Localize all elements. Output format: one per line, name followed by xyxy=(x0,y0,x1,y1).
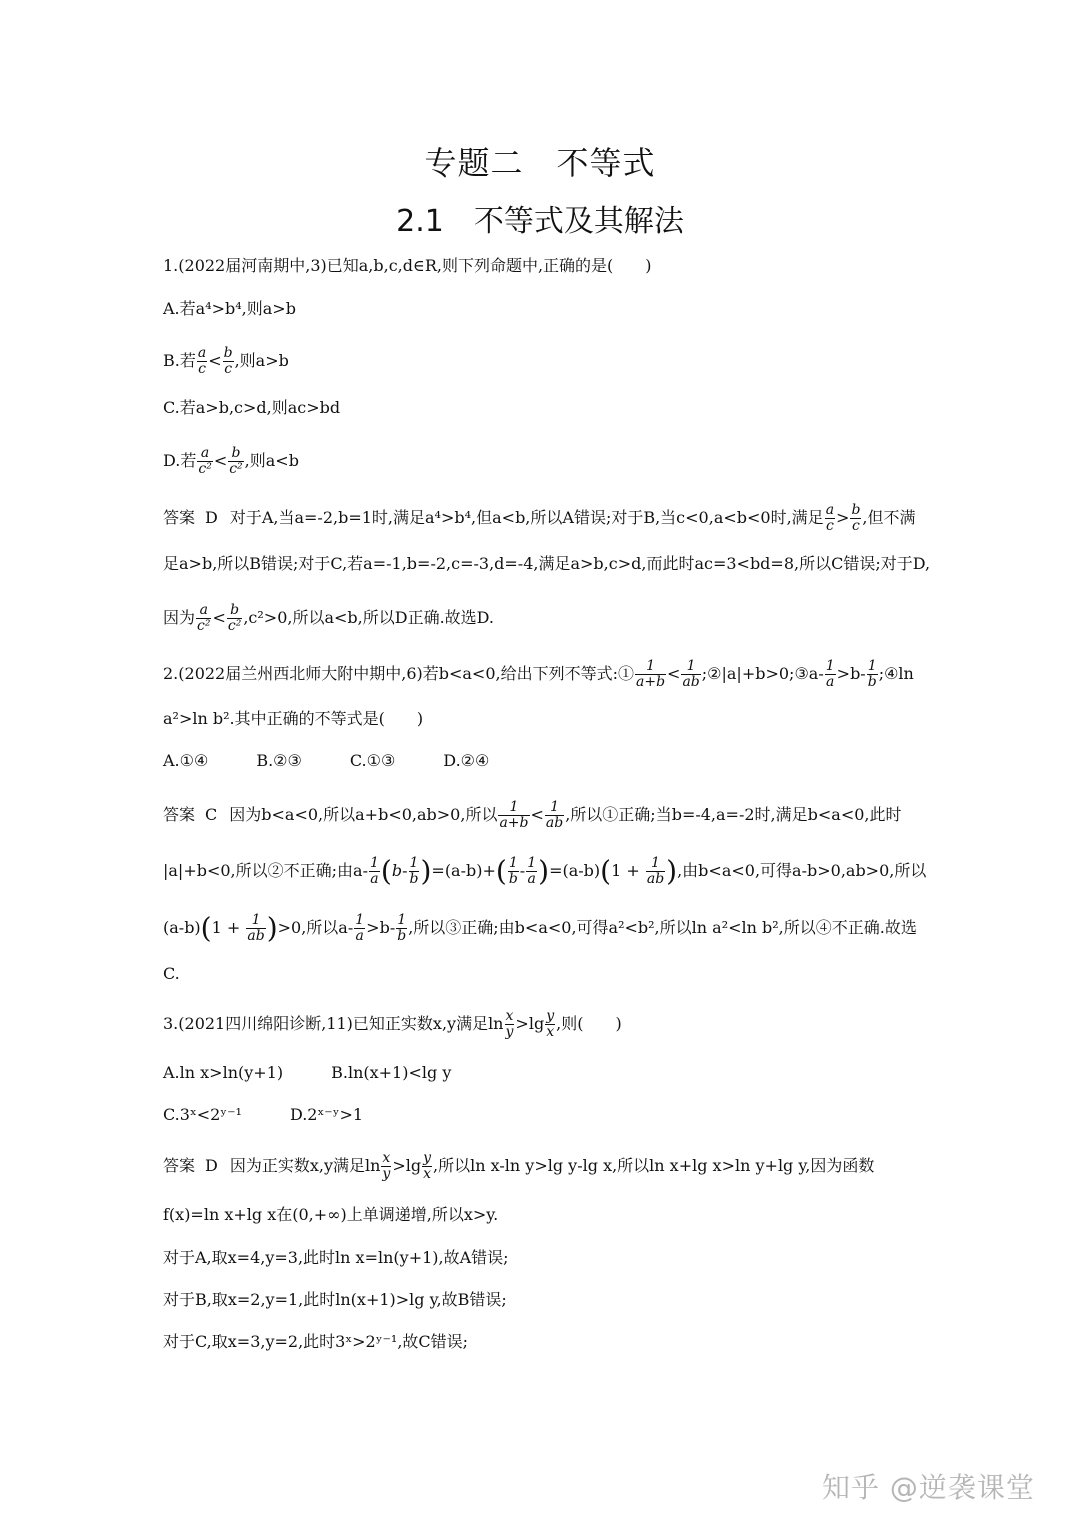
q2-answer-line-1: 答案 C 因为b<a<0,所以a+b<0,ab>0,所以 $\frac{1}{a+b}$ < $\frac{1}{ab}$ ,所以①正确;当b=-4,a=-2时,满足b<a<0,此时 xyxy=(163,799,902,831)
q2-answer-line-3: (a-b)(1 + $\frac{1}{ab}$ )>0,所以a- $\frac{1}{a}$ >b- $\frac{1}{b}$ ,所以③正确;由b<a<0,可得a²<b²,所以ln a²<ln b²,所以④不正确.故选 xyxy=(163,911,917,945)
q3-options-cd: C.3ˣ<2ʸ⁻¹ D.2ˣ⁻ʸ>1 xyxy=(163,1105,364,1124)
q1-answer-line-3: 因为 $\frac{a}{\text{c²}}$ < $\frac{b}{\text{c²}}$ ,c²>0,所以a<b,所以D正确.故选D. xyxy=(163,602,494,634)
answer-letter: D xyxy=(205,508,218,527)
q1-stem: 1.(2022届河南期中,3)已知a,b,c,d∈R,则下列命题中,正确的是( ) xyxy=(163,256,652,275)
q2-answer-line-2: |a|+b<0,所以②不正确;由a- $\frac{1}{a}$ (b- $\frac{1}{b}$ )=(a-b)+( $\frac{1}{b}$ - $\frac{1}{a}$ )=(a-b)(1 + $\frac{1}{ab}$ ),由b<a<0,可得a-b>0,ab>0,所以 xyxy=(163,854,927,888)
q3-stem: 3.(2021四川绵阳诊断,11)已知正实数x,y满足ln $\frac{x}{y}$ >lg $\frac{y}{x}$ ,则( ) xyxy=(163,1008,622,1040)
chapter-title: 专题二 不等式 xyxy=(424,144,656,182)
zhihu-watermark: 知乎 @逆袭课堂 xyxy=(822,1471,1035,1504)
answer-label: 答案 xyxy=(163,1156,196,1175)
q2-stem-line-2: a²>ln b².其中正确的不等式是( ) xyxy=(163,709,424,728)
q1-answer-line-2: 足a>b,所以B错误;对于C,若a=-1,b=-2,c=-3,d=-4,满足a>b,c>d,而此时ac=3<bd=8,所以C错误;对于D, xyxy=(163,554,931,573)
answer-label: 答案 xyxy=(163,508,196,527)
q2-stem-line-1: 2.(2022届兰州西北师大附中期中,6)若b<a<0,给出下列不等式:① $\frac{1}{a+b}$ < $\frac{1}{ab}$ ;②|a|+b>0;③a- $\frac{1}{a}$ >b- $\frac{1}{b}$ ;④ln xyxy=(163,658,914,690)
section-title: 2.1 不等式及其解法 xyxy=(396,204,684,239)
answer-letter: D xyxy=(205,1156,218,1175)
q1-option-a: A.若a⁴>b⁴,则a>b xyxy=(163,299,296,318)
q3-answer-line-2: f(x)=ln x+lg x在(0,+∞)上单调递增,所以x>y. xyxy=(163,1205,499,1224)
q1-option-c: C.若a>b,c>d,则ac>bd xyxy=(163,398,341,417)
q3-answer-line-1: 答案 D 因为正实数x,y满足ln $\frac{x}{y}$ >lg $\frac{y}{x}$ ,所以ln x-ln y>lg y-lg x,所以ln x+lg x>ln y+lg y,因为函数 xyxy=(163,1150,875,1182)
q1-option-d: D.若 $\frac{a}{\text{c²}}$ < $\frac{b}{\text{c²}}$ ,则a<b xyxy=(163,445,299,477)
q2-answer-line-4: C. xyxy=(163,964,180,983)
q1-option-b: B.若 $\frac{a}{c}$ < $\frac{b}{c}$ ,则a>b xyxy=(163,345,289,377)
q3-answer-line-3: 对于A,取x=4,y=3,此时ln x=ln(y+1),故A错误; xyxy=(163,1248,509,1267)
q1-answer-line-1: 答案 D 对于A,当a=-2,b=1时,满足a⁴>b⁴,但a<b,所以A错误;对于B,当c<0,a<b<0时,满足 $\frac{a}{c}$ > $\frac{b}{c}$ ,但不满 xyxy=(163,502,916,534)
q3-answer-line-5: 对于C,取x=3,y=2,此时3ˣ>2ʸ⁻¹,故C错误; xyxy=(163,1332,469,1351)
q3-options-ab: A.ln x>ln(y+1) B.ln(x+1)<lg y xyxy=(163,1063,452,1082)
q3-answer-line-4: 对于B,取x=2,y=1,此时ln(x+1)>lg y,故B错误; xyxy=(163,1290,507,1309)
q2-options: A.①④ B.②③ C.①③ D.②④ xyxy=(163,751,490,770)
answer-letter: C xyxy=(205,805,218,824)
answer-label: 答案 xyxy=(163,805,196,824)
